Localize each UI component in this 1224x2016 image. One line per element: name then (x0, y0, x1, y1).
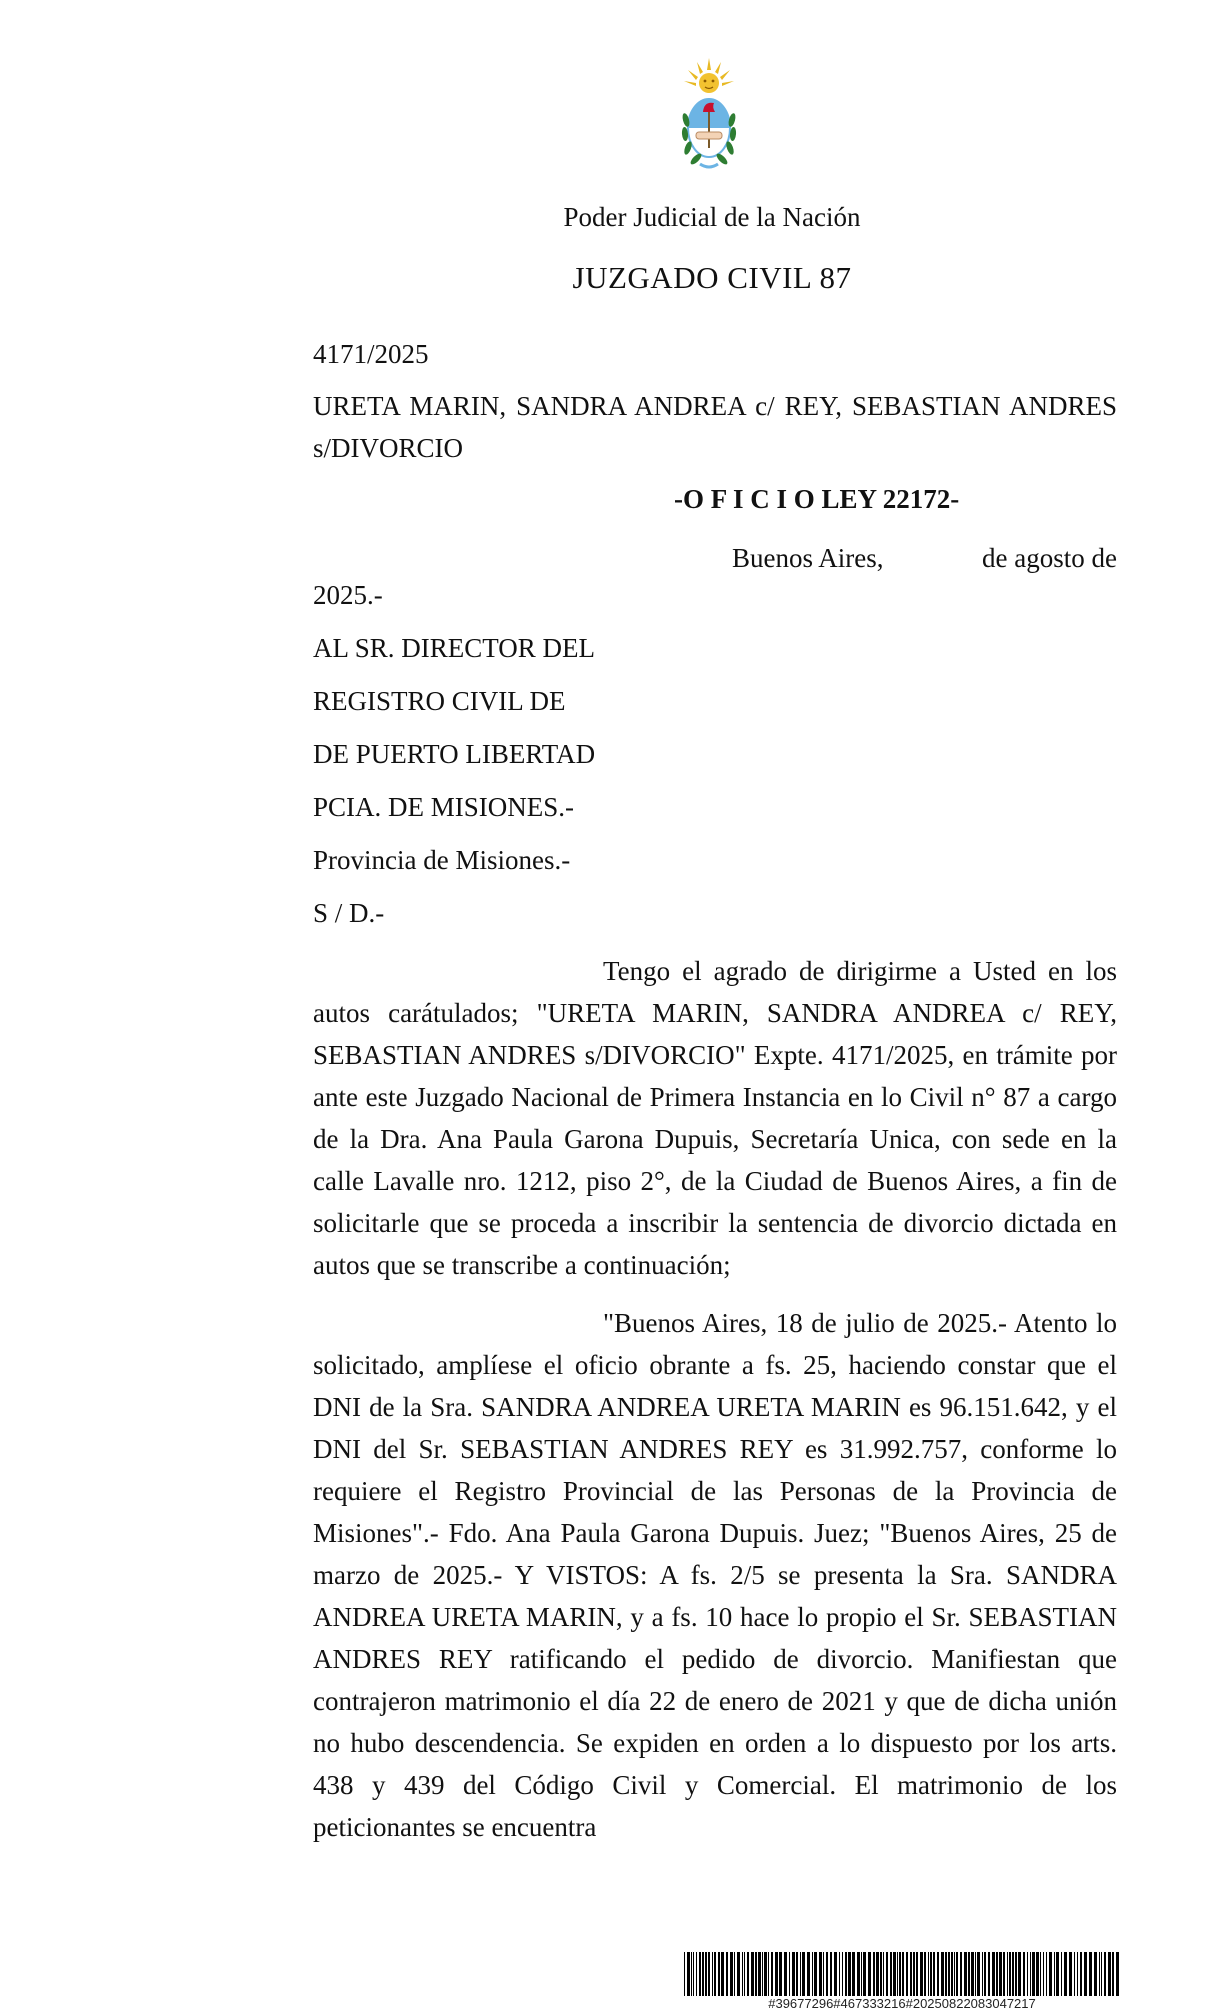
barcode-bar (937, 1952, 939, 1996)
barcode-bar (1112, 1952, 1114, 1996)
barcode-bar (762, 1952, 763, 1996)
barcode-bar (1101, 1952, 1102, 1996)
barcode-bar (1027, 1952, 1028, 1996)
barcode-bar (1049, 1952, 1052, 1996)
barcode-bar (1084, 1952, 1087, 1996)
barcode-bar (956, 1952, 958, 1996)
barcode-bar (812, 1952, 813, 1996)
barcode-bar (839, 1952, 840, 1996)
barcode-bar (1099, 1952, 1100, 1996)
barcode-bar (714, 1952, 716, 1996)
barcode-bar (842, 1952, 843, 1996)
barcode-bar (800, 1952, 801, 1996)
barcode-bar (852, 1952, 855, 1996)
barcode-bar (1064, 1952, 1067, 1996)
barcode-bar (789, 1952, 790, 1996)
case-caption: URETA MARIN, SANDRA ANDREA c/ REY, SEBASTIAN ANDRES s/DIVORCIO (313, 391, 1117, 463)
barcode-bar (893, 1952, 896, 1996)
barcode-bar (948, 1952, 950, 1996)
barcode-bar (693, 1952, 694, 1996)
barcode-bar (945, 1952, 947, 1996)
barcode-bar (971, 1952, 974, 1996)
barcode-bar (768, 1952, 769, 1996)
barcode-bar (960, 1952, 962, 1996)
barcode-bar (796, 1952, 798, 1996)
barcode-bar (933, 1952, 935, 1996)
body-paragraph: Tengo el agrado de dirigirme a Usted en los autos carátulados; "URETA MARIN, SANDRA ANDREA c/ REY, SEBASTIAN ANDRES s/DIVORCIO" Expte. 4171/2025, en trámite por ante este Juzgado Nacional de Primera Instancia en lo Civil n° 87 a cargo de la Dra. Ana Paula Garona Dupuis, Secretaría Unica, con sede en la calle Lavalle nro. 1212, piso 2°, de la Ciudad de Buenos Aires, a fin de solicitarle que se proceda a inscribir la sentencia de divorcio dictada en autos que se transcribe a continuación; (313, 956, 1117, 1280)
barcode-bar (730, 1952, 733, 1996)
barcode-bar (1015, 1952, 1017, 1996)
barcode-bar (880, 1952, 882, 1996)
barcode-bar (1069, 1952, 1072, 1996)
barcode-bar (845, 1952, 847, 1996)
barcode-bar (708, 1952, 710, 1996)
barcode-bar (702, 1952, 704, 1996)
barcode-bar (876, 1952, 879, 1996)
barcode-bar (1080, 1952, 1082, 1996)
barcode-bar (863, 1952, 866, 1996)
barcode-bar (1043, 1952, 1044, 1996)
barcode-bar (1054, 1952, 1055, 1996)
barcode-bar (1046, 1952, 1047, 1996)
barcode-bar (941, 1952, 944, 1996)
institution-heading: Poder Judicial de la Nación (563, 202, 861, 232)
barcode-bar (975, 1952, 976, 1996)
barcode-bar (996, 1952, 998, 1996)
barcode-bar (742, 1952, 743, 1996)
barcode-bar (920, 1952, 923, 1996)
body-paragraph: "Buenos Aires, 18 de julio de 2025.- Atento lo solicitado, amplíese el oficio obrante a fs. 25, haciendo constar que el DNI de la Sra. SANDRA ANDREA URETA MARIN es 96.151.642, y el DNI del Sr. SEBASTIAN ANDRES REY es 31.992.757, conforme lo requiere el Registro Provincial de las Personas de la Provincia de Misiones".- Fdo. Ana Paula Garona Dupuis. Juez; "Buenos Aires, 25 de marzo de 2025.- Y VISTOS: A fs. 2/5 se presenta la Sra. SANDRA ANDREA URETA MARIN, y a fs. 10 hace lo propio el Sr. SEBASTIAN ANDRES REY ratificando el pedido de divorcio. Manifiestan que contrajeron matrimonio el día 22 de enero de 2021 y que de dicha unión no hubo descendencia. Se expiden en orden a lo dispuesto por los arts. 438 y 439 del Código Civil y Comercial. El matrimonio de los peticionantes se encuentra (313, 1308, 1117, 1842)
barcode-bar (916, 1952, 918, 1996)
barcode-bar (873, 1952, 875, 1996)
barcode-bar (1023, 1952, 1025, 1996)
barcode-bar (848, 1952, 851, 1996)
barcode-bar (718, 1952, 720, 1996)
barcode-bar (1108, 1952, 1111, 1996)
barcode-bar (1007, 1952, 1008, 1996)
barcode-bar (1116, 1952, 1119, 1996)
barcode-bar (826, 1952, 828, 1996)
case-number: 4171/2025 (313, 339, 429, 369)
barcode-bar (712, 1952, 713, 1996)
barcode-bar (906, 1952, 908, 1996)
document-title: -O F I C I O LEY 22172- (674, 484, 960, 514)
barcode-bar (684, 1952, 685, 1996)
barcode-bar (1089, 1952, 1092, 1996)
barcode-bar (802, 1952, 805, 1996)
barcode-bar (897, 1952, 898, 1996)
date-month: de agosto de (982, 543, 1117, 573)
barcode-bar (771, 1952, 773, 1996)
barcode-bar (1003, 1952, 1005, 1996)
document-barcode (684, 1952, 1120, 2016)
barcode-bar (913, 1952, 915, 1996)
barcode-bar (1040, 1952, 1041, 1996)
barcode-bar (992, 1952, 995, 1996)
date-year: 2025.- (313, 580, 383, 610)
addressee-line: DE PUERTO LIBERTAD (313, 739, 596, 769)
barcode-bar (984, 1952, 986, 1996)
barcode-bar (726, 1952, 728, 1996)
barcode-bar (1032, 1952, 1035, 1996)
barcode-bar (964, 1952, 967, 1996)
barcode-bar (755, 1952, 757, 1996)
barcode-bar (861, 1952, 862, 1996)
addressee-line: REGISTRO CIVIL DE (313, 686, 566, 716)
barcode-bar (747, 1952, 749, 1996)
barcode-bar (868, 1952, 871, 1996)
barcode-bar (779, 1952, 782, 1996)
date-location: Buenos Aires, (732, 543, 884, 573)
argentina-coat-of-arms-icon (674, 56, 744, 174)
barcode-bar (924, 1952, 926, 1996)
barcode-bar (814, 1952, 817, 1996)
barcode-bar (691, 1952, 692, 1996)
barcode-bar (1074, 1952, 1075, 1996)
barcode-bar (764, 1952, 767, 1996)
barcode-bar (687, 1952, 690, 1996)
addressee-salutation: S / D.- (313, 898, 385, 928)
barcode-bar (930, 1952, 932, 1996)
barcode-bar (823, 1952, 824, 1996)
barcode-bar (737, 1952, 740, 1996)
barcode-icon (684, 1952, 1120, 1996)
barcode-bar (699, 1952, 701, 1996)
barcode-bar (951, 1952, 953, 1996)
barcode-bar (899, 1952, 901, 1996)
barcode-bar (751, 1952, 754, 1996)
barcode-bar (886, 1952, 888, 1996)
barcode-bar (784, 1952, 787, 1996)
barcode-bar (1030, 1952, 1031, 1996)
barcode-bar (830, 1952, 832, 1996)
barcode-bar (1036, 1952, 1039, 1996)
barcode-bar (775, 1952, 778, 1996)
barcode-bar (910, 1952, 912, 1996)
barcode-bar (696, 1952, 697, 1996)
barcode-bar (968, 1952, 970, 1996)
barcode-bar (1104, 1952, 1106, 1996)
barcode-bar (890, 1952, 892, 1996)
barcode-bar (1061, 1952, 1062, 1996)
barcode-bar (792, 1952, 795, 1996)
barcode-bar (744, 1952, 745, 1996)
barcode-bar (819, 1952, 822, 1996)
barcode-bar (1012, 1952, 1014, 1996)
barcode-bar (883, 1952, 884, 1996)
barcode-bar (902, 1952, 904, 1996)
barcode-bar (758, 1952, 761, 1996)
barcode-bar (988, 1952, 990, 1996)
barcode-bar (999, 1952, 1002, 1996)
barcode-bar (705, 1952, 707, 1996)
addressee-line: Provincia de Misiones.- (313, 845, 571, 875)
barcode-bar (1094, 1952, 1097, 1996)
barcode-bar (982, 1952, 983, 1996)
court-heading: JUZGADO CIVIL 87 (572, 260, 852, 295)
barcode-bar (734, 1952, 735, 1996)
addressee-line: AL SR. DIRECTOR DEL (313, 633, 596, 663)
addressee-line: PCIA. DE MISIONES.- (313, 792, 575, 822)
barcode-bar (977, 1952, 980, 1996)
barcode-bar (1018, 1952, 1021, 1996)
barcode-bar (928, 1952, 929, 1996)
barcode-bar (1056, 1952, 1059, 1996)
barcode-text: #39677296#467333216#20250822083047217 (768, 1996, 1036, 2011)
barcode-bar (721, 1952, 724, 1996)
barcode-bar (857, 1952, 860, 1996)
barcode-bar (954, 1952, 955, 1996)
barcode-bar (807, 1952, 810, 1996)
barcode-bar (1077, 1952, 1078, 1996)
barcode-bar (834, 1952, 837, 1996)
barcode-bar (1009, 1952, 1011, 1996)
